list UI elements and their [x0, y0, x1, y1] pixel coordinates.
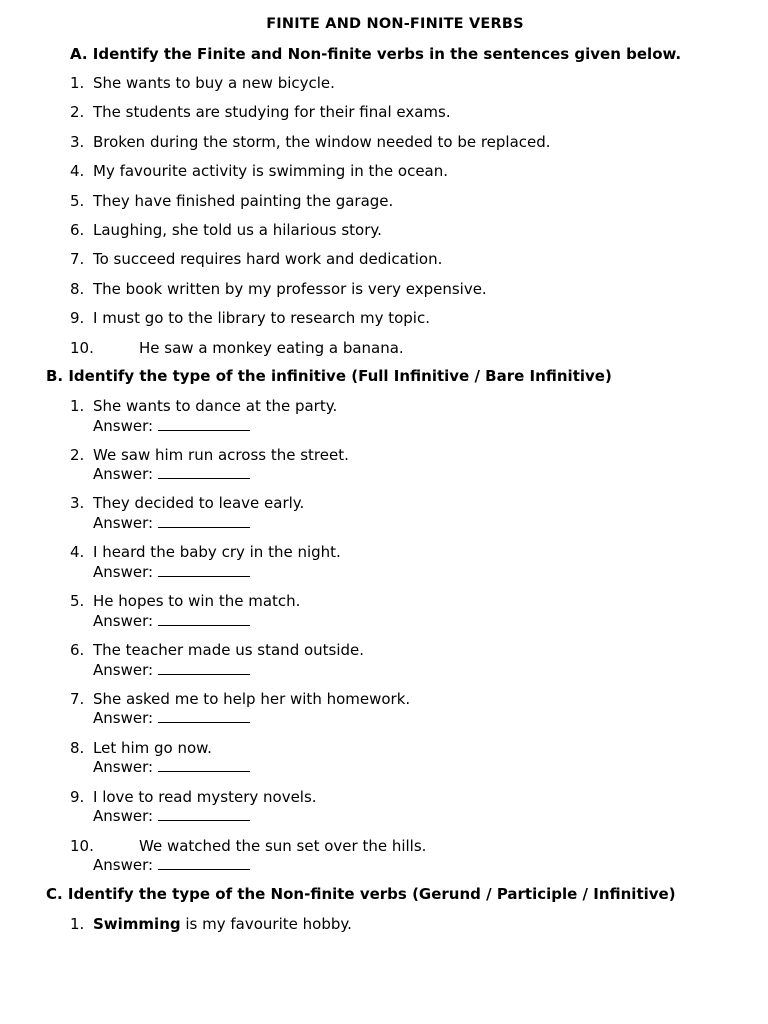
item-number: 1.	[70, 397, 85, 415]
item-text: We watched the sun set over the hills.	[139, 837, 427, 855]
list-item	[70, 641, 364, 659]
item-number: 10.	[70, 837, 94, 855]
item-text: Let him go now.	[93, 739, 212, 757]
answer-label: Answer:	[93, 465, 154, 483]
item-text: The teacher made us stand outside.	[93, 641, 365, 659]
answer-blank[interactable]	[158, 515, 250, 528]
answer-blank[interactable]	[158, 662, 250, 675]
answer-label: Answer:	[93, 563, 154, 581]
item-number: 2.	[70, 103, 85, 121]
item-number: 4.	[70, 162, 85, 180]
item-text: We saw him run across the street.	[93, 446, 349, 464]
item-text: My favourite activity is swimming in the ocean.	[93, 162, 449, 180]
item-number: 1.	[70, 915, 85, 933]
answer-label: Answer:	[93, 856, 154, 874]
answer-blank[interactable]	[158, 613, 250, 626]
answer-label: Answer:	[93, 709, 154, 727]
section-a-heading: A. Identify the Finite and Non-finite verbs in the sentences given below.	[70, 45, 682, 63]
list-item	[70, 250, 442, 268]
item-text: is my favourite hobby.	[180, 915, 352, 933]
answer-line[interactable]	[93, 758, 250, 776]
answer-blank[interactable]	[158, 564, 250, 577]
list-item	[70, 133, 551, 151]
answer-line[interactable]	[93, 612, 250, 630]
answer-blank[interactable]	[158, 857, 250, 870]
item-number: 8.	[70, 739, 85, 757]
item-text: She wants to dance at the party.	[93, 397, 338, 415]
list-item	[70, 74, 335, 92]
item-text: To succeed requires hard work and dedication.	[93, 250, 443, 268]
answer-label: Answer:	[93, 514, 154, 532]
answer-blank[interactable]	[158, 418, 250, 431]
answer-line[interactable]	[93, 514, 250, 532]
page-title: FINITE AND NON-FINITE VERBS	[266, 16, 524, 32]
item-number: 9.	[70, 788, 85, 806]
list-item	[70, 221, 382, 239]
item-text: I love to read mystery novels.	[93, 788, 317, 806]
item-text: She wants to buy a new bicycle.	[93, 74, 335, 92]
item-number: 8.	[70, 280, 85, 298]
item-text: I must go to the library to research my topic.	[93, 309, 430, 327]
answer-line[interactable]	[93, 563, 250, 581]
answer-label: Answer:	[93, 807, 154, 825]
section-b-heading: B. Identify the type of the infinitive (Full Infinitive / Bare Infinitive)	[46, 367, 612, 385]
answer-blank[interactable]	[158, 759, 250, 772]
item-number: 6.	[70, 641, 85, 659]
list-item	[70, 788, 317, 806]
item-text: He saw a monkey eating a banana.	[139, 339, 404, 357]
item-text: The book written by my professor is very expensive.	[93, 280, 487, 298]
item-text: They have finished painting the garage.	[93, 192, 394, 210]
list-item	[70, 446, 349, 464]
item-number: 2.	[70, 446, 85, 464]
answer-line[interactable]	[93, 807, 250, 825]
item-number: 7.	[70, 690, 85, 708]
item-number: 1.	[70, 74, 85, 92]
list-item	[70, 543, 341, 561]
section-c-heading: C. Identify the type of the Non-finite verbs (Gerund / Participle / Infinitive)	[46, 885, 676, 903]
answer-label: Answer:	[93, 661, 154, 679]
list-item	[70, 339, 404, 357]
item-text: I heard the baby cry in the night.	[93, 543, 341, 561]
item-number: 3.	[70, 133, 85, 151]
answer-line[interactable]	[93, 417, 250, 435]
item-number: 4.	[70, 543, 85, 561]
answer-line[interactable]	[93, 465, 250, 483]
item-text: She asked me to help her with homework.	[93, 690, 411, 708]
item-number: 5.	[70, 192, 85, 210]
item-number: 7.	[70, 250, 85, 268]
item-text: They decided to leave early.	[93, 494, 305, 512]
list-item	[70, 280, 487, 298]
list-item	[70, 494, 304, 512]
list-item	[70, 915, 352, 933]
item-text: Broken during the storm, the window needed to be replaced.	[93, 133, 551, 151]
list-item	[70, 162, 448, 180]
item-text: He hopes to win the match.	[93, 592, 301, 610]
list-item	[70, 690, 410, 708]
answer-blank[interactable]	[158, 710, 250, 723]
item-bold-word: Swimming	[93, 915, 181, 933]
list-item	[70, 837, 426, 855]
answer-blank[interactable]	[158, 466, 250, 479]
item-text: Laughing, she told us a hilarious story.	[93, 221, 382, 239]
list-item	[70, 592, 300, 610]
answer-label: Answer:	[93, 417, 154, 435]
item-number: 6.	[70, 221, 85, 239]
answer-line[interactable]	[93, 661, 250, 679]
list-item	[70, 397, 337, 415]
list-item	[70, 103, 451, 121]
answer-line[interactable]	[93, 709, 250, 727]
item-number: 10.	[70, 339, 94, 357]
list-item	[70, 192, 393, 210]
answer-label: Answer:	[93, 758, 154, 776]
answer-line[interactable]	[93, 856, 250, 874]
item-number: 5.	[70, 592, 85, 610]
item-text: The students are studying for their final exams.	[93, 103, 451, 121]
item-number: 3.	[70, 494, 85, 512]
item-number: 9.	[70, 309, 85, 327]
list-item	[70, 309, 430, 327]
answer-blank[interactable]	[158, 808, 250, 821]
list-item	[70, 739, 212, 757]
answer-label: Answer:	[93, 612, 154, 630]
